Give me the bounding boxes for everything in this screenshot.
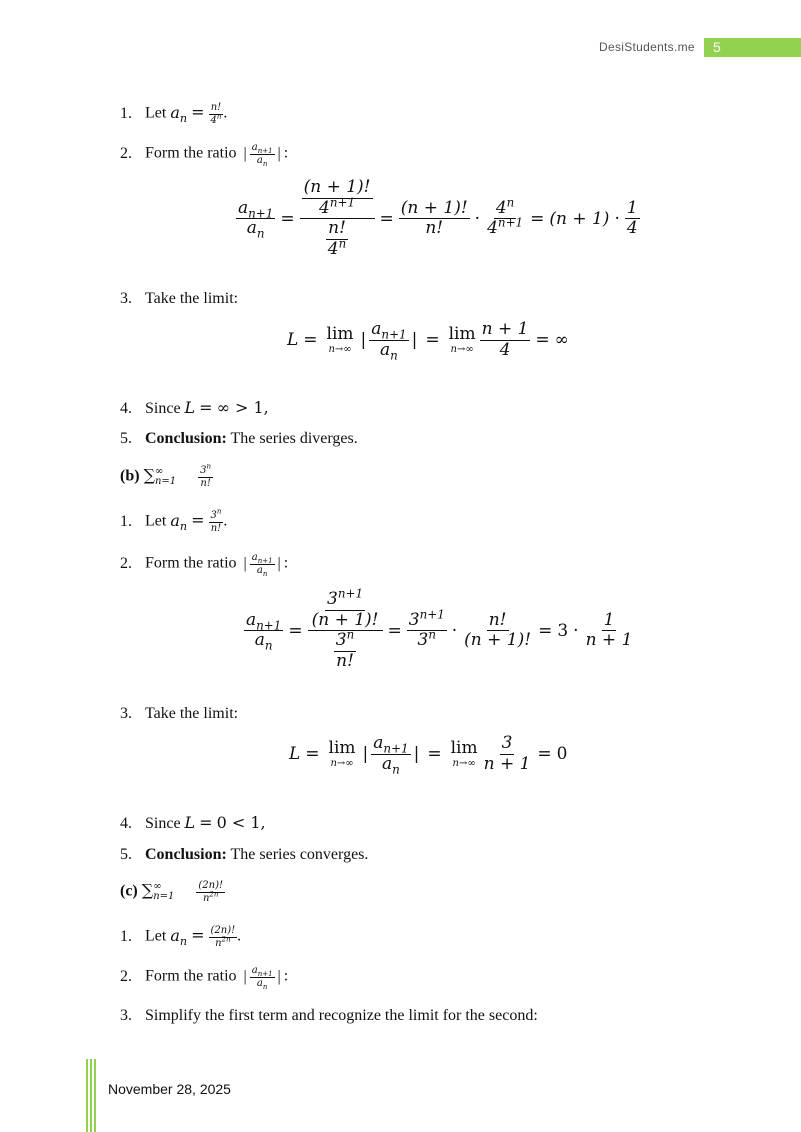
c-step-3: 3. Simplify the first term and recognize the limit for the second:	[120, 1007, 538, 1024]
a-step-2: 2. Form the ratio | $\frac{a_{n+1}}{a_n}$ | :	[120, 142, 289, 168]
b-heading: (b) ∑ ∞ n=1 $\frac{3^n}{n!}$	[120, 462, 212, 489]
footer-bar-2	[90, 1059, 92, 1132]
b-step-4: 4. Since L = 0 < 1,	[120, 813, 266, 832]
page-number: 5	[713, 39, 721, 55]
a-step-5: 5. Conclusion: The series diverges.	[120, 430, 358, 447]
a-ratio-equation: $\frac{a_{n+1}}{a_n}$ = $\frac{\frac{(n + 1)!}{4^{n+1}}}{\frac{n!}{4^n}}$ = $\frac{(n + 1)!}{n!}$ · $\frac{4^n}{4^{n+1}}$ = (n + 1) · $\frac{1}{4}$	[238, 177, 638, 259]
page-number-box	[704, 38, 801, 57]
a-step-3: 3. Take the limit:	[120, 290, 239, 307]
b-step-2: 2. Form the ratio | $\frac{a_{n+1}}{a_n}$ | :	[120, 552, 289, 578]
b-limit-equation: L = lim n→∞ | $\frac{a_{n+1}}{a_n}$ | = lim n→∞ $\frac{3}{n + 1}$ = 0	[289, 733, 568, 776]
b-step-1: 1. Let $a_n$ = $\frac{3^n}{n!}$ .	[120, 507, 228, 534]
footer-date: November 28, 2025	[108, 1081, 231, 1097]
b-step-5: 5. Conclusion: The series converges.	[120, 846, 369, 863]
site-name: DesiStudents.me	[599, 40, 695, 54]
footer-bar-1	[86, 1059, 88, 1132]
c-step-1: 1. Let $a_n$ = $\frac{(2n)!}{n^{2n}}$ .	[120, 925, 242, 949]
b-step-3: 3. Take the limit:	[120, 705, 239, 722]
a-step-4: 4. Since L = ∞ > 1,	[120, 398, 269, 417]
c-step-2: 2. Form the ratio | $\frac{a_{n+1}}{a_n}$ | :	[120, 965, 289, 991]
c-heading: (c) ∑ ∞ n=1 $\frac{(2n)!}{n^{2n}}$	[120, 880, 223, 904]
b-ratio-equation: $\frac{a_{n+1}}{a_n}$ = $\frac{\frac{3^{n+1}}{(n + 1)!}}{\frac{3^n}{n!}}$ = $\frac{3^{n+1}}{3^n}$ · $\frac{n!}{(n + 1)!}$ = 3 · $\frac{1}{n + 1}$	[246, 586, 633, 671]
footer-bar-3	[94, 1059, 96, 1132]
a-step-1: 1. Let $a_n$ = $\frac{n!}{4^n}$ .	[120, 102, 228, 126]
a-limit-equation: L = lim n→∞ | $\frac{a_{n+1}}{a_n}$ | = lim n→∞ $\frac{n + 1}{4}$ = ∞	[287, 319, 569, 362]
